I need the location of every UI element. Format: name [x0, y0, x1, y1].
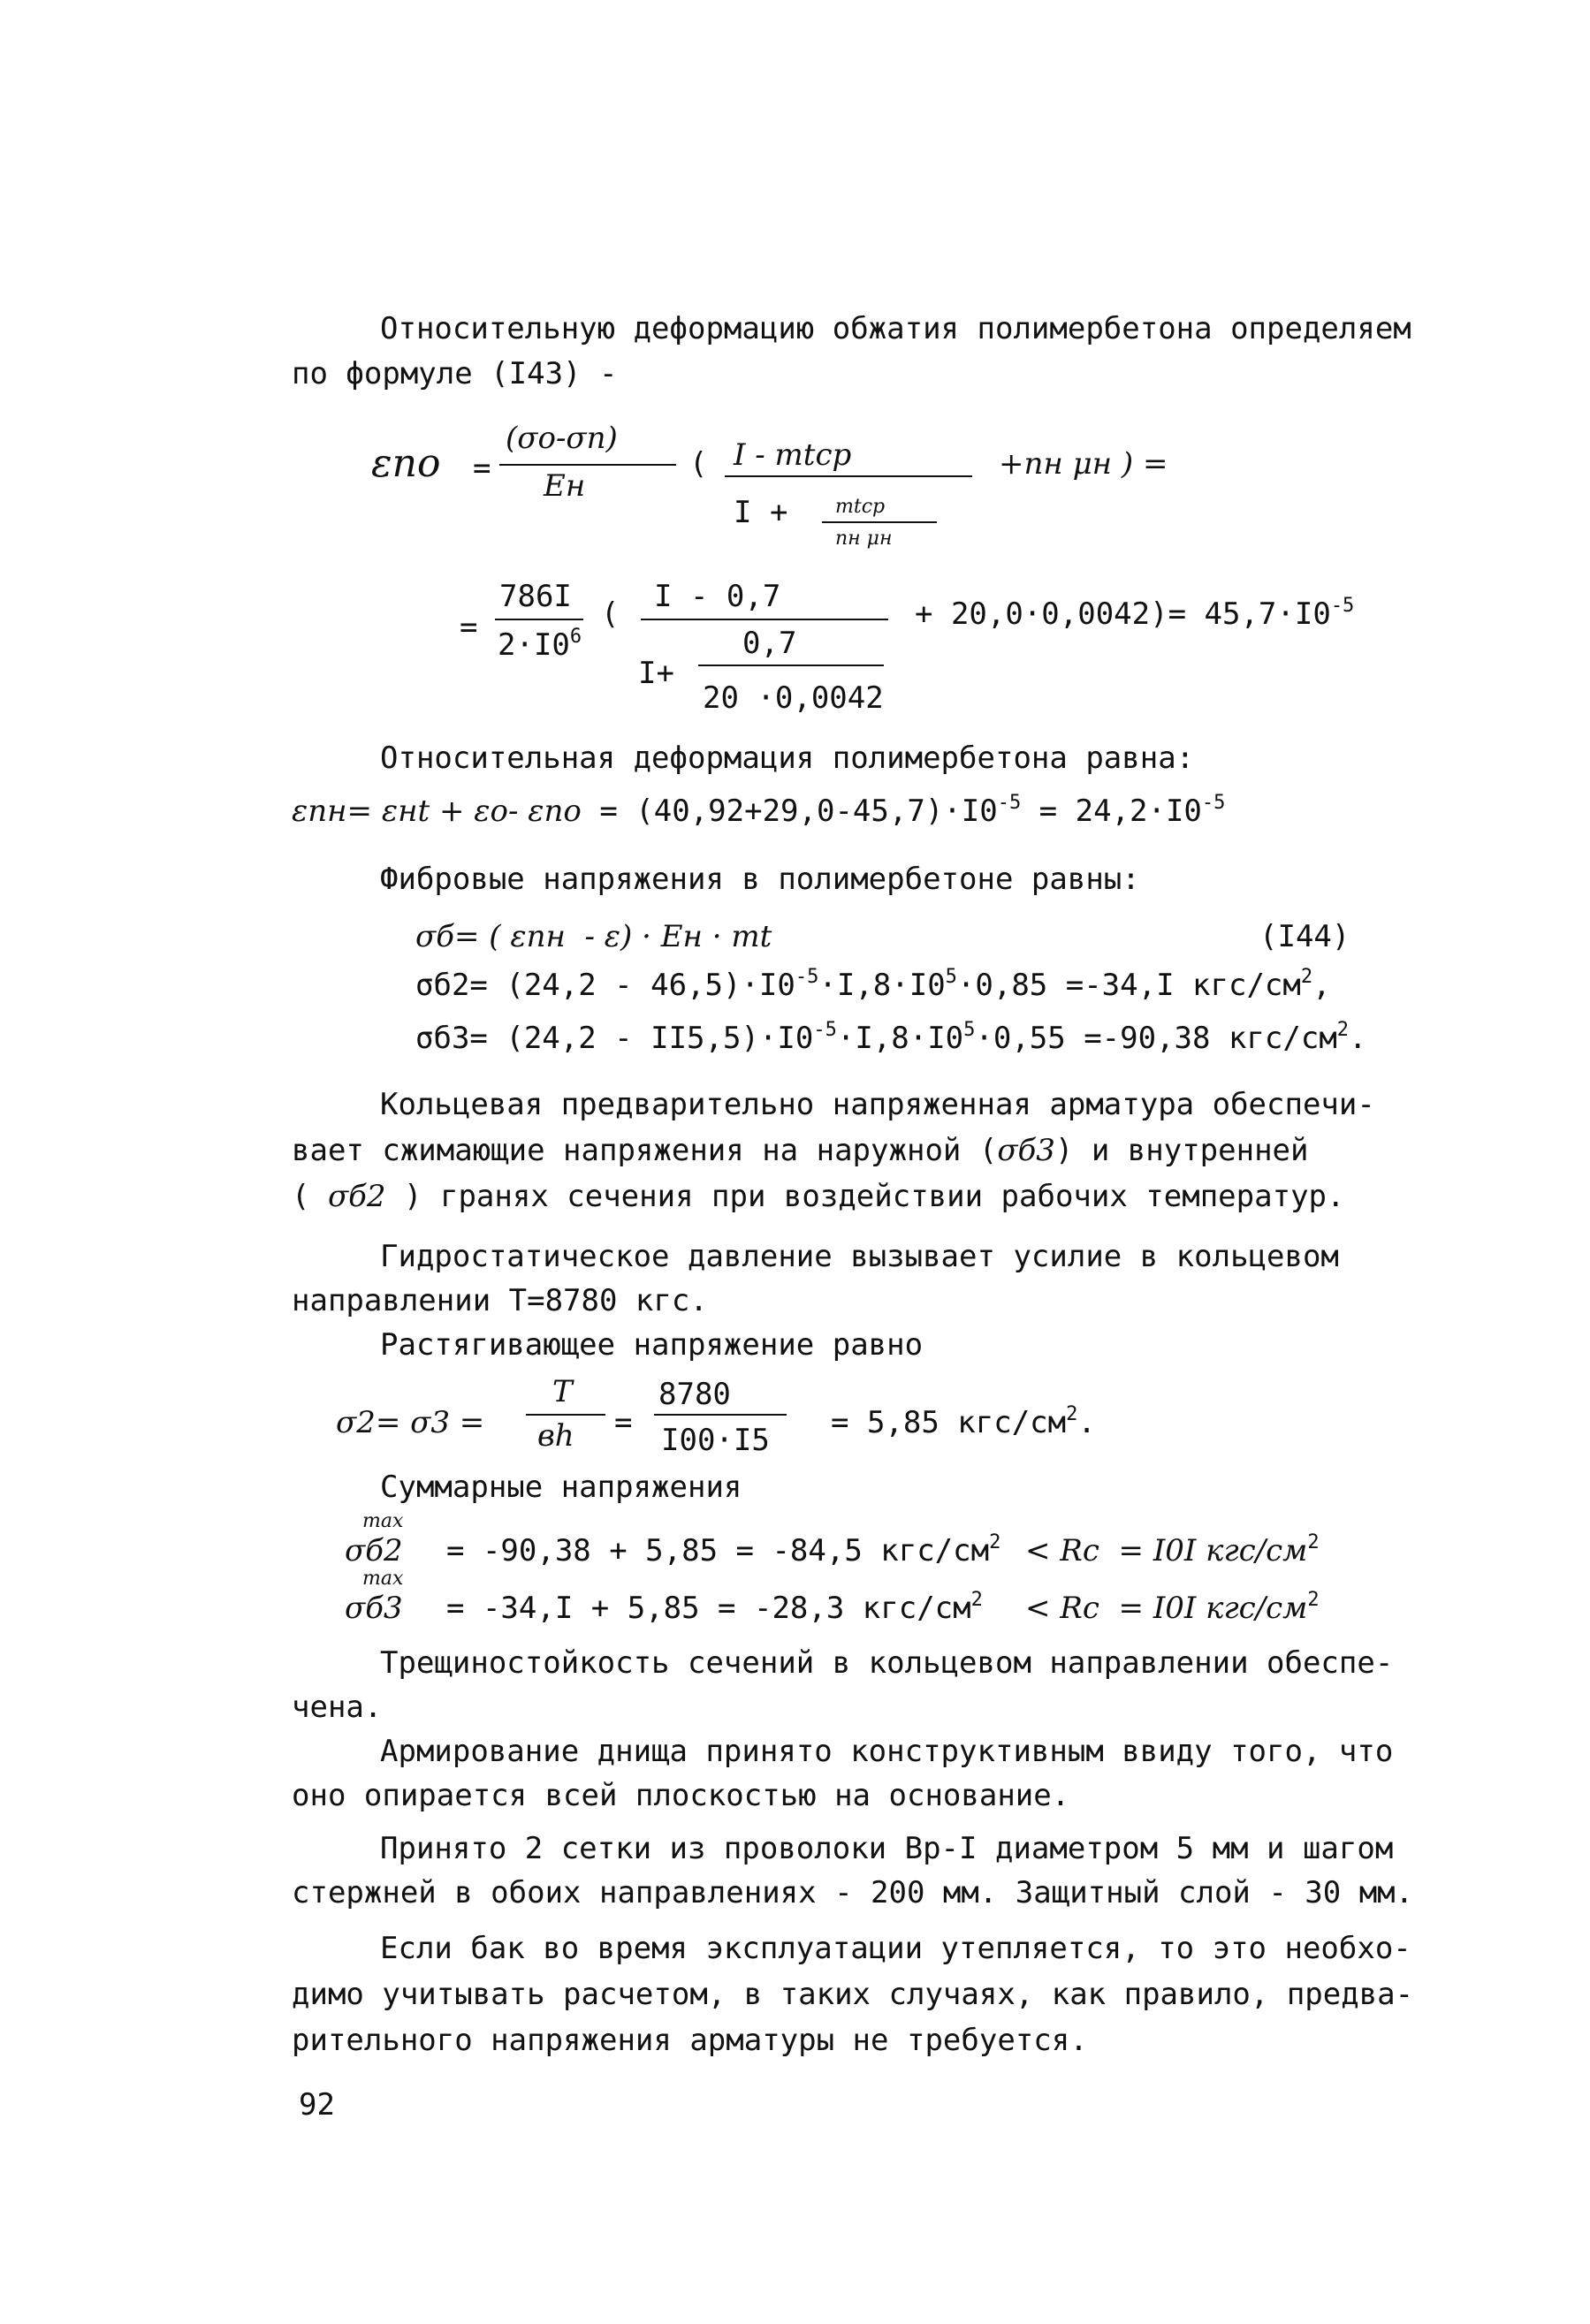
paragraph-line: Гидростатическое давление вызывает усилие в кольцевом [380, 1239, 1339, 1274]
paragraph-line: Суммарные напряжения [380, 1470, 742, 1505]
formula-144: σб= ( εпн - ε) · Eн · mt [415, 919, 772, 954]
calc-denominator: 2·I0 [498, 627, 570, 663]
paragraph-line: Кольцевая предварительно напряженная арматура обеспечи- [380, 1087, 1375, 1122]
exponent: -5 [1330, 595, 1355, 617]
paragraph-line: вает сжимающие напряжения на наружной (σб3) и внутренней [292, 1133, 1309, 1168]
formula-sum: εпн= εнt + εо- $\varepsilon по = (40,92+29,0-45,7)\cdot I0^{-5} = 24,2\cdot I0^{-5}$ [292, 792, 1226, 829]
fraction-bar [822, 521, 937, 523]
paragraph-line: Армирование днища принято конструктивным ввиду того, что [380, 1734, 1394, 1769]
exponent: 6 [569, 626, 582, 648]
paragraph-line: Относительную деформацию обжатия полимербетона определяем [380, 311, 1411, 346]
fraction-denominator: I00·I5 [661, 1423, 770, 1458]
paragraph-line: Трещиностойкость сечений в кольцевом направлении обеспе- [380, 1645, 1394, 1681]
formula-lhs: σ2= σ3 = [336, 1405, 485, 1440]
fraction-bar [526, 1414, 605, 1416]
calc-tail: + 20,0·0,0042)= 45,7·I0 [915, 596, 1331, 632]
paragraph-line: по формуле (I43) - [292, 356, 618, 391]
fraction-numerator: T [552, 1374, 573, 1409]
page-number: 92 [299, 2087, 335, 2123]
inner-numerator: I - mtср [734, 437, 852, 473]
paragraph-line: оно опирается всей плоскостью на основание. [292, 1778, 1070, 1813]
fraction-denominator: Eн [544, 468, 586, 504]
formula-lhs: εпн= εнt + εо- εпо [292, 794, 582, 829]
fraction-numerator: 8780 [658, 1377, 731, 1412]
fraction-bar [495, 619, 583, 620]
sigma-b2-max: σб2 [345, 1533, 403, 1568]
fraction-bar [725, 475, 972, 477]
formula-lhs: εпо [371, 441, 441, 486]
formula-line: $\sigma б3= (24,2 - II5,5)\cdot I0^{-5}\cdot I,8\cdot I0^5\cdot 0,55 =-90,38$ кгс/$см^2$. [415, 1019, 1367, 1056]
paragraph-line: Если бак во время эксплуатации утепляется, то это необхо- [380, 1931, 1411, 1966]
calc-inner-denominator-numerator: 0,7 [742, 626, 797, 661]
paragraph-line: чена. [292, 1690, 383, 1725]
formula-line: $\sigma б2= (24,2 - 46,5)\cdot I0^{-5}\cdot I,8\cdot I0^5\cdot 0,85 =-34,I$ кгс/$см^2$, [415, 966, 1331, 1003]
paragraph-line: Относительная деформация полимербетона равна: [380, 740, 1195, 776]
inner-denominator-denominator: nн μн [835, 528, 893, 550]
paragraph-line: ( σб2 ) гранях сечения при воздействии рабочих температур. [292, 1179, 1345, 1214]
sigma-b3-max: σб3 [345, 1591, 403, 1626]
formula-tail: +nн μн ) = [999, 446, 1168, 482]
calc-numerator: 786I [499, 579, 572, 614]
paragraph-line: димо учитывать расчетом, в таких случаях, как правило, предва- [292, 1977, 1414, 2012]
paragraph-line: направлении Т=8780 кгс. [292, 1283, 708, 1318]
paragraph-line: рительного напряжения арматуры не требуется. [292, 2023, 1088, 2058]
fraction-bar [641, 619, 888, 620]
paragraph-line: Фибровые напряжения в полимербетоне равны: [380, 862, 1140, 897]
paragraph-line: Принято 2 сетки из проволоки Вр-I диаметром 5 мм и шагом [380, 1831, 1394, 1866]
inner-denominator-prefix: I + [734, 495, 788, 530]
fraction-numerator: (σо-σп) [506, 421, 618, 456]
calc-inner-denominator-denominator: 20 ·0,0042 [703, 680, 884, 716]
fraction-denominator: вh [537, 1418, 574, 1454]
fraction-bar [698, 665, 884, 666]
fraction-bar [654, 1414, 787, 1416]
calc-inner-numerator: I - 0,7 [654, 579, 781, 614]
formula-number: (I44) [1259, 919, 1350, 954]
page: Относительную деформацию обжатия полимербетона определяем по формуле (I43) - εпо = (σо-σп) Eн ( I - mtср I + mtср nн μн +nн μн ) = = 786I $2\cdot I0^6$ ( I - 0,7 I+ 0,7 20 ·0,0042 + $20,0\cdot 0,0042)= 45,7\cdot I0^{-5}$ Относительная деформация полимербетона равна: εпн= εнt + εо- $\varepsilon по = (40,92+29,0-45,7)\cdot I0^{-5} = 24,2\cdot I0^{-5}$ Фибровые напряжения в полимербетоне равны: σб= ( εпн - ε) · Eн · mt (I44) $\sigma б2= (24,2 - 46,5)\cdot I0^{-5}\cdot I,8\cdot I0^5\cdot 0,85 =-34,I$ кгс/$см^2$, $\sigma б3= (24,2 - II5,5)\cdot I0^{-5}\cdot I,8\cdot I0^5\cdot 0,55 =-90,38$ кгс/$см^2$. Кольцевая предварительно напряженная арматура обеспечи- вает сжимающие напряжения на наружной (σб3) и внутренней ( σб2 ) гранях сечения при воздействии рабочих температур. Гидростатическое давление вызывает усилие в кольцевом направлении Т=8780 кгс. Растягивающее напряжение равно σ2= σ3 = T вh = 8780 I00·I5 = 5,85 кгс/$см^2$. Суммарные напряжения max σб2 = -90,38 + 5,85 = -84,5 кгс/$см^2$ < Rс = I0I кгс/$см^2$ max σб3 = -34,I + 5,85 = -28,3 кгс/$см^2$ < Rс = I0I кгс/$см^2$ Трещиностойкость сечений в кольцевом направлении обеспе- чена. Армирование днища принято конструктивным ввиду того, что оно опирается всей плоскостью на основание. Принято 2 сетки из проволоки Вр-I диаметром 5 мм и шагом стержней в обоих направлениях - 200 мм. Защитный слой - 30 мм. Если бак во время эксплуатации утепляется, то это необхо- димо учитывать расчетом, в таких случаях, как правило, предва- рительного напряжения арматуры не требуется. 92 [292, 311, 1414, 2123]
inner-denominator-numerator: mtср [835, 496, 886, 518]
calc-inner-denominator-prefix: I+ [638, 656, 674, 691]
paragraph-line: стержней в обоих направлениях - 200 мм. Защитный слой - 30 мм. [292, 1875, 1414, 1910]
fraction-bar [499, 464, 676, 466]
paragraph-line: Растягивающее напряжение равно [380, 1327, 924, 1363]
formula-rhs: = 5,85 кгс/$см^2$. [831, 1403, 1096, 1440]
